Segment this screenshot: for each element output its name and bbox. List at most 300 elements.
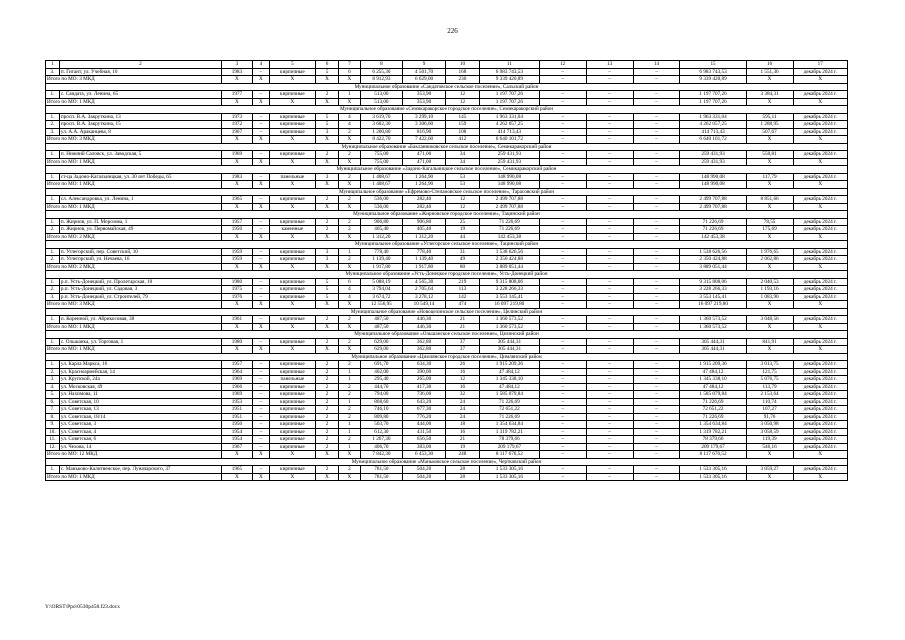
table-cell: –	[539, 173, 586, 181]
table-cell: 1 139,40	[360, 256, 403, 264]
building-row	[46, 376, 848, 384]
table-cell: 6 453,30	[403, 451, 446, 459]
table-cell: X	[221, 473, 252, 481]
table-cell: –	[539, 413, 586, 421]
table-cell: 431,50	[403, 428, 446, 436]
table-cell: ул. Крупской, 24а	[59, 376, 221, 384]
table-cell: 12	[445, 376, 479, 384]
table-cell: декабрь 2024 г.	[793, 436, 847, 444]
table-cell: –	[633, 218, 680, 226]
table-cell: 1 963 331,04	[480, 113, 540, 121]
table-cell: 1 197 707,26	[680, 98, 746, 106]
table-cell: 159	[445, 121, 479, 129]
table-cell: 53	[445, 181, 479, 189]
table-cell: –	[252, 91, 269, 99]
total-label: Итого по МО: 1 МКД	[46, 473, 222, 481]
building-row	[46, 421, 848, 429]
table-cell: X	[339, 76, 360, 84]
table-cell: 417,30	[403, 383, 446, 391]
table-cell: X	[269, 263, 315, 271]
table-cell: 405,40	[360, 226, 403, 234]
table-cell: 2	[339, 173, 360, 181]
table-cell: 2	[339, 226, 360, 234]
table-cell: –	[633, 128, 680, 136]
table-cell: 778,40	[360, 248, 403, 256]
table-cell: X	[269, 136, 315, 144]
table-cell: X	[339, 301, 360, 309]
table-cell: 474	[445, 301, 479, 309]
building-row	[46, 406, 848, 414]
table-cell: 2 350 424,88	[480, 256, 540, 264]
table-cell: 1980	[221, 278, 252, 286]
municipality-section-row	[46, 331, 848, 339]
table-cell: 2	[339, 338, 360, 346]
table-cell: X	[269, 158, 315, 166]
table-cell: 1.	[46, 338, 60, 346]
table-cell: 145	[445, 113, 479, 121]
building-row	[46, 316, 848, 324]
municipality-title: Муниципальное образование «Углегорское сельское поселение», Тацинский район	[46, 241, 848, 249]
table-cell: X	[746, 181, 793, 189]
table-cell: 2	[339, 256, 360, 264]
table-cell: X	[793, 473, 847, 481]
table-cell: 1 963 331,04	[680, 113, 746, 121]
table-cell: 2 705,64	[403, 286, 446, 294]
total-row	[46, 233, 848, 241]
table-cell: 10.	[46, 428, 60, 436]
table-cell: –	[586, 316, 633, 324]
table-cell: 2	[339, 361, 360, 369]
table-cell: –	[633, 286, 680, 294]
table-cell: 4 501,70	[403, 68, 446, 76]
table-cell: –	[586, 346, 633, 354]
table-cell: –	[252, 368, 269, 376]
table-cell: каменные	[269, 226, 315, 234]
table-cell: 2	[315, 383, 338, 391]
table-cell: 1 288,95	[746, 121, 793, 129]
table-cell: X	[221, 323, 252, 331]
table-cell: –	[633, 158, 680, 166]
table-cell: 507,67	[746, 128, 793, 136]
table-cell: 4	[339, 286, 360, 294]
table-cell: 3 228 266,33	[680, 286, 746, 294]
table-cell: 1 354 634,84	[480, 421, 540, 429]
table-cell: декабрь 2024 г.	[793, 226, 847, 234]
table-cell: 72 651,22	[680, 406, 746, 414]
table-cell: 1.	[46, 218, 60, 226]
table-cell: 1.	[46, 316, 60, 324]
table-cell: декабрь 2024 г.	[793, 113, 847, 121]
table-cell: 1	[339, 398, 360, 406]
column-number: 6	[315, 61, 338, 69]
table-cell: декабрь 2024 г.	[793, 338, 847, 346]
table-cell: –	[539, 473, 586, 481]
table-cell: X	[269, 473, 315, 481]
table-cell: 841,91	[746, 338, 793, 346]
table-cell: 21	[445, 323, 479, 331]
table-cell: –	[586, 181, 633, 189]
municipality-title: Муниципальное образование «Маньковское сельское поселение», Чертковский район	[46, 458, 848, 466]
table-cell: 3.	[46, 293, 60, 301]
table-cell: 305 444,31	[480, 346, 540, 354]
table-cell: –	[586, 323, 633, 331]
table-cell: 1950	[221, 226, 252, 234]
table-cell: 504,20	[403, 473, 446, 481]
table-cell: –	[586, 136, 633, 144]
table-cell: 3 619,70	[360, 113, 403, 121]
table-cell: 1 197 707,26	[680, 91, 746, 99]
table-cell: 1 319 782,21	[680, 428, 746, 436]
table-cell: X	[746, 233, 793, 241]
table-cell: кирпичные	[269, 421, 315, 429]
table-cell: 1	[339, 421, 360, 429]
table-cell: 1959	[221, 248, 252, 256]
table-cell: 634,30	[403, 361, 446, 369]
table-cell: –	[633, 248, 680, 256]
table-cell: –	[586, 436, 633, 444]
table-cell: X	[793, 76, 847, 84]
table-cell: кирпичные	[269, 293, 315, 301]
table-cell: X	[252, 98, 269, 106]
table-cell: 2 153,64	[746, 391, 793, 399]
table-cell: 8 117 676,52	[480, 451, 540, 459]
column-number: 4	[252, 61, 269, 69]
table-cell: X	[315, 136, 338, 144]
total-label: Итого по МО: 1 МКД	[46, 323, 222, 331]
table-cell: –	[539, 136, 586, 144]
table-cell: –	[252, 151, 269, 159]
table-cell: 2	[339, 128, 360, 136]
table-cell: 71 226,69	[480, 218, 540, 226]
table-cell: –	[586, 248, 633, 256]
table-cell: 305 444,31	[680, 346, 746, 354]
table-cell: X	[315, 181, 338, 189]
table-cell: 2	[339, 406, 360, 414]
table-cell: кирпичные	[269, 443, 315, 451]
table-cell: 776,20	[403, 413, 446, 421]
table-cell: 4	[339, 113, 360, 121]
table-cell: –	[539, 368, 586, 376]
table-cell: 2	[339, 196, 360, 204]
table-cell: декабрь 2024 г.	[793, 428, 847, 436]
table-cell: X	[793, 98, 847, 106]
table-cell: 781,50	[360, 473, 403, 481]
table-cell: 3	[315, 128, 338, 136]
table-cell: 1.	[46, 91, 60, 99]
table-cell: 2	[315, 91, 338, 99]
table-cell: –	[252, 113, 269, 121]
table-cell: 19	[445, 226, 479, 234]
table-cell: 248	[445, 451, 479, 459]
table-cell: –	[633, 406, 680, 414]
table-cell: декабрь 2024 г.	[793, 398, 847, 406]
table-cell: 2	[315, 226, 338, 234]
table-cell: X	[221, 136, 252, 144]
table-cell: 446,30	[403, 323, 446, 331]
building-row	[46, 286, 848, 294]
table-cell: 2.	[46, 226, 60, 234]
table-cell: X	[746, 451, 793, 459]
table-cell: 1 538 626,56	[480, 248, 540, 256]
table-cell: 259 431,93	[680, 151, 746, 159]
table-cell: 1950	[221, 421, 252, 429]
table-cell: –	[633, 226, 680, 234]
building-row	[46, 391, 848, 399]
table-cell: кирпичные	[269, 338, 315, 346]
table-cell: 32	[445, 391, 479, 399]
table-cell: 19	[445, 443, 479, 451]
building-row	[46, 218, 848, 226]
table-cell: X	[269, 301, 315, 309]
table-cell: –	[252, 68, 269, 76]
table-cell: –	[539, 68, 586, 76]
table-cell: –	[633, 136, 680, 144]
table-cell: –	[252, 436, 269, 444]
table-cell: –	[633, 76, 680, 84]
table-cell: 72 651,22	[480, 406, 540, 414]
table-cell: 3 602,30	[360, 121, 403, 129]
table-cell: кирпичные	[269, 368, 315, 376]
total-row	[46, 263, 848, 271]
table-cell: 12.	[46, 443, 60, 451]
table-cell: 1 312,20	[403, 233, 446, 241]
table-cell: –	[252, 406, 269, 414]
table-cell: 37	[445, 346, 479, 354]
table-cell: 3 306,60	[403, 121, 446, 129]
column-number: 3	[221, 61, 252, 69]
table-cell: 1 551,36	[746, 68, 793, 76]
table-cell: 1 345 338,10	[480, 376, 540, 384]
table-cell: 2	[339, 218, 360, 226]
table-cell: 1 976,65	[746, 248, 793, 256]
table-cell: 5	[315, 286, 338, 294]
table-cell: 778,40	[403, 248, 446, 256]
table-cell: 2	[315, 398, 338, 406]
table-cell: 6	[339, 68, 360, 76]
table-cell: 2 499 707,88	[680, 203, 746, 211]
table-cell: 1 139,40	[403, 256, 446, 264]
table-cell: 1 312,20	[360, 233, 403, 241]
total-row	[46, 473, 848, 481]
total-row	[46, 346, 848, 354]
table-cell: 2	[315, 406, 338, 414]
table-cell: 536,00	[360, 203, 403, 211]
municipality-title: Муниципальное образование «Ольшанское сельское поселение», Целинский район	[46, 331, 848, 339]
municipality-section-row	[46, 106, 848, 114]
table-cell: 2.	[46, 368, 60, 376]
table-cell: 1 197 707,26	[480, 91, 540, 99]
table-cell: –	[586, 256, 633, 264]
table-cell: –	[586, 196, 633, 204]
table-cell: 71 226,69	[480, 413, 540, 421]
table-cell: –	[633, 263, 680, 271]
table-cell: X	[746, 76, 793, 84]
municipality-title: Муниципальное образование «Сандатовское сельское поселение», Сальский район	[46, 83, 848, 91]
table-cell: 230	[445, 76, 479, 84]
table-cell: 595,11	[746, 113, 793, 121]
table-cell: 3.	[46, 376, 60, 384]
table-cell: –	[539, 338, 586, 346]
table-cell: –	[633, 368, 680, 376]
table-cell: –	[252, 248, 269, 256]
table-cell: 3 299,10	[403, 113, 446, 121]
table-cell: 1957	[221, 361, 252, 369]
table-cell: X	[252, 203, 269, 211]
table-cell: –	[252, 173, 269, 181]
municipality-section-row	[46, 353, 848, 361]
table-cell: 868,60	[360, 398, 403, 406]
table-cell: 794,00	[360, 391, 403, 399]
table-cell: X	[221, 203, 252, 211]
table-cell: ул. Московская, 49	[59, 383, 221, 391]
table-cell: X	[793, 323, 847, 331]
table-cell: X	[315, 346, 338, 354]
table-cell: –	[539, 256, 586, 264]
building-row	[46, 151, 848, 159]
table-cell: 656,50	[403, 436, 446, 444]
table-cell: –	[586, 226, 633, 234]
table-cell: 71 226,69	[480, 398, 540, 406]
table-cell: –	[586, 301, 633, 309]
table-cell: декабрь 2024 г.	[793, 68, 847, 76]
table-cell: ул. Советская, 18/14	[59, 413, 221, 421]
table-cell: –	[633, 398, 680, 406]
table-cell: 1 083,90	[746, 293, 793, 301]
table-cell: –	[539, 76, 586, 84]
table-cell: –	[633, 181, 680, 189]
municipality-title: Муниципальное образование «Ефремово-Степановское сельское поселение», Тарасовский район	[46, 188, 848, 196]
table-cell: кирпичные	[269, 113, 315, 121]
table-cell: X	[221, 158, 252, 166]
table-cell: кирпичные	[269, 406, 315, 414]
table-cell: ул. Советская, 3	[59, 421, 221, 429]
table-cell: 9.	[46, 421, 60, 429]
table-cell: 47 484,12	[480, 368, 540, 376]
table-cell: –	[252, 428, 269, 436]
table-cell: X	[269, 346, 315, 354]
table-cell: 1 193,16	[746, 286, 793, 294]
municipality-title: Муниципальное образование «Цимлянское городское поселение», Цимлянский район	[46, 353, 848, 361]
table-cell: 219	[445, 278, 479, 286]
table-cell: –	[539, 398, 586, 406]
table-cell: 4	[339, 293, 360, 301]
table-cell: кирпичные	[269, 398, 315, 406]
table-cell: 34	[445, 158, 479, 166]
table-cell: 2.	[46, 286, 60, 294]
table-cell: ул. Чехова, 14	[59, 443, 221, 451]
table-cell: 1954	[221, 436, 252, 444]
table-cell: 6	[339, 278, 360, 286]
table-cell: 6 983 743,53	[680, 68, 746, 76]
table-cell: X	[339, 473, 360, 481]
table-cell: –	[586, 233, 633, 241]
table-cell: декабрь 2024 г.	[793, 316, 847, 324]
table-cell: –	[633, 113, 680, 121]
municipality-section-row	[46, 166, 848, 174]
table-cell: 471,00	[403, 151, 446, 159]
table-cell: 1953	[221, 398, 252, 406]
building-row	[46, 128, 848, 136]
table-cell: 4	[339, 121, 360, 129]
table-cell: декабрь 2024 г.	[793, 368, 847, 376]
table-cell: X	[252, 301, 269, 309]
table-cell: 4 262 057,25	[480, 121, 540, 129]
table-cell: 9 315 808,06	[480, 278, 540, 286]
table-cell: 643,20	[403, 398, 446, 406]
table-cell: –	[539, 406, 586, 414]
table-cell: X	[746, 136, 793, 144]
table-cell: п. Углегорский, ул. Нечаева, 16	[59, 256, 221, 264]
table-cell: X	[315, 203, 338, 211]
table-cell: –	[252, 391, 269, 399]
table-cell: 2	[339, 413, 360, 421]
table-cell: –	[252, 256, 269, 264]
table-cell: X	[746, 158, 793, 166]
table-cell: –	[633, 346, 680, 354]
file-path-footer: Y:\ORST\Ppo\0530p458.f23.docx	[45, 604, 120, 610]
table-cell: 3	[315, 248, 338, 256]
column-number-row	[46, 61, 848, 69]
table-cell: 412	[445, 136, 479, 144]
table-cell: 2	[315, 413, 338, 421]
table-cell: декабрь 2024 г.	[793, 91, 847, 99]
table-cell: декабрь 2024 г.	[793, 121, 847, 129]
table-cell: 6 983 743,53	[480, 68, 540, 76]
table-cell: 47 484,12	[680, 368, 746, 376]
table-cell: –	[633, 98, 680, 106]
table-cell: 3 228 266,33	[480, 286, 540, 294]
table-cell: 53	[445, 173, 479, 181]
table-cell: –	[539, 436, 586, 444]
table-cell: 148 990,08	[480, 181, 540, 189]
table-cell: кирпичные	[269, 218, 315, 226]
table-cell: 1 264,90	[403, 173, 446, 181]
table-cell: 3	[315, 256, 338, 264]
table-cell: с. Сандата, ул. Ленина, 65	[59, 91, 221, 99]
table-cell: декабрь 2024 г.	[793, 443, 847, 451]
table-cell: 175,69	[746, 226, 793, 234]
total-row	[46, 301, 848, 309]
table-cell: 12	[445, 98, 479, 106]
table-cell: 405,40	[403, 226, 446, 234]
table-cell: р.п. Усть-Донецкий, ул. Строителей, 79	[59, 293, 221, 301]
table-cell: 2	[315, 151, 338, 159]
table-cell: 1	[339, 248, 360, 256]
table-cell: 3 794,04	[360, 286, 403, 294]
table-cell: 4.	[46, 383, 60, 391]
table-cell: 295,40	[360, 376, 403, 384]
table-cell: 5	[315, 293, 338, 301]
table-cell: 1.	[46, 151, 60, 159]
column-number: 16	[746, 61, 793, 69]
table-cell: 12	[445, 196, 479, 204]
table-cell: 1 354 634,84	[680, 421, 746, 429]
table-cell: X	[221, 301, 252, 309]
table-cell: –	[633, 121, 680, 129]
table-cell: кирпичные	[269, 413, 315, 421]
table-cell: 119,39	[746, 436, 793, 444]
table-cell: 2	[339, 436, 360, 444]
table-cell: ул. Советская, 4	[59, 428, 221, 436]
building-row	[46, 196, 848, 204]
table-cell: X	[315, 263, 338, 271]
table-cell: –	[539, 203, 586, 211]
table-cell: –	[252, 398, 269, 406]
total-label: Итого по МО: 2 МКД	[46, 233, 222, 241]
table-cell: 746,10	[360, 406, 403, 414]
table-cell: кирпичные	[269, 68, 315, 76]
table-cell: 49	[445, 256, 479, 264]
